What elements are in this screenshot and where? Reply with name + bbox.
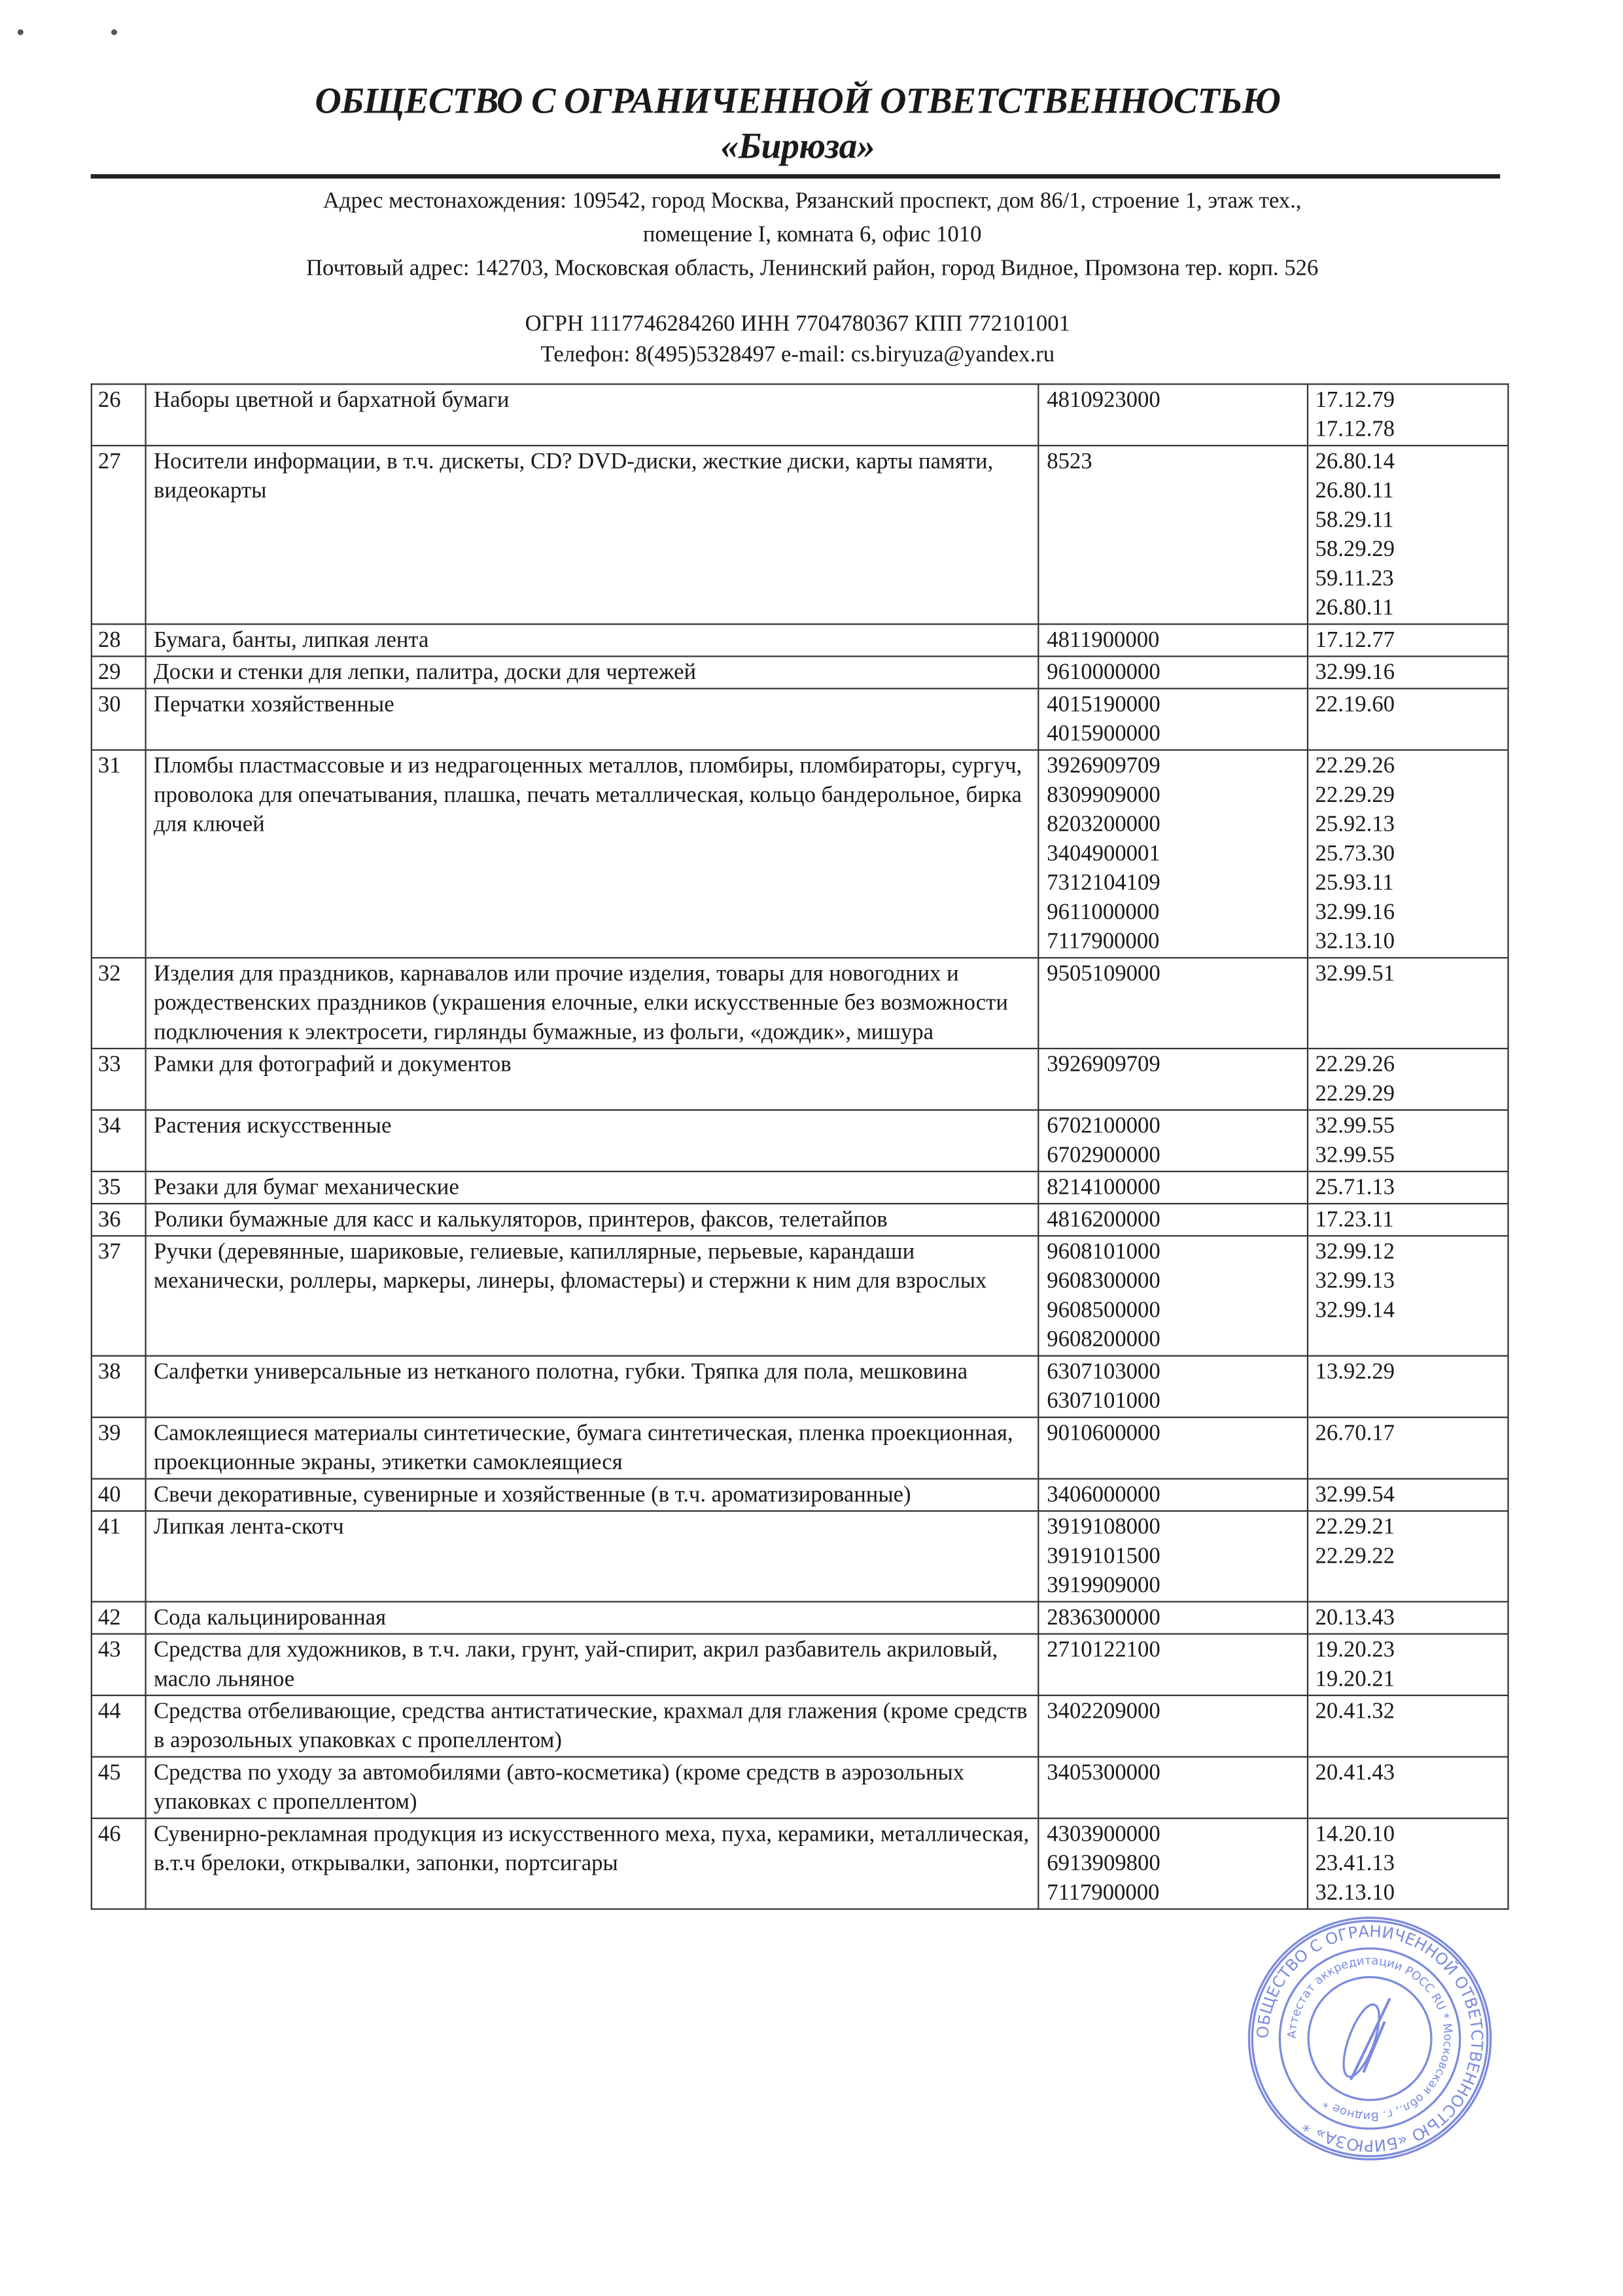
tn-ved-code: 4015190000 [1047, 692, 1161, 718]
table-row [92, 1818, 1509, 1909]
tn-ved-codes [1039, 1204, 1307, 1236]
tn-ved-code: 8214100000 [1047, 1175, 1161, 1200]
okpd2-code: 25.71.13 [1315, 1175, 1395, 1200]
tn-ved-code: 8203200000 [1047, 812, 1161, 837]
tn-ved-code: 4811900000 [1047, 627, 1160, 653]
tn-ved-code: 4303900000 [1047, 1822, 1161, 1847]
product-name: Бумага, банты, липкая лента [146, 624, 1039, 656]
table-row [92, 384, 1509, 445]
table-and-seal [91, 383, 1509, 2161]
okpd2-code: 22.29.21 [1315, 1514, 1395, 1540]
company-seal-stamp [1247, 1915, 1493, 2161]
product-name: Сода кальцинированная [146, 1602, 1039, 1634]
row-number: 41 [92, 1511, 146, 1602]
okpd2-code: 25.93.11 [1315, 871, 1394, 896]
tn-ved-code: 3919909000 [1047, 1573, 1161, 1599]
product-name: Пломбы пластмассовые и из недрагоценных металлов, пломбиры, пломбираторы, сургуч, проволока для опечатывания, плашка, печать металлическая, кольцо бандерольное, бирка для ключей [146, 750, 1039, 958]
table-row [92, 689, 1509, 750]
product-name: Салфетки универсальные из нетканого полотна, губки. Тряпка для пола, мешковина [146, 1356, 1039, 1418]
okpd2-codes [1307, 1634, 1508, 1696]
tn-ved-code: 9610000000 [1047, 659, 1161, 686]
tn-ved-code: 8523 [1047, 449, 1092, 474]
table-row [92, 1418, 1509, 1479]
registration-numbers: ОГРН 1117746284260 ИНН 7704780367 КПП 772101001 [525, 311, 1070, 337]
tn-ved-codes [1039, 1634, 1307, 1696]
tn-ved-code: 2710122100 [1047, 1637, 1161, 1663]
row-number: 29 [92, 656, 146, 688]
okpd2-code: 26.80.14 [1315, 449, 1395, 474]
tn-ved-code: 2836300000 [1047, 1605, 1161, 1631]
row-number: 45 [92, 1757, 146, 1818]
row-number: 42 [92, 1602, 146, 1634]
tn-ved-code: 3404900001 [1047, 841, 1161, 867]
okpd2-codes [1307, 656, 1508, 688]
table-row [92, 1356, 1509, 1418]
row-number: 38 [92, 1356, 146, 1418]
okpd2-codes [1307, 1049, 1508, 1110]
row-number: 43 [92, 1634, 146, 1696]
postal-address: Почтовый адрес: 142703, Московская область, Ленинский район, город Видное, Промзона тер. корп. 526 [305, 256, 1319, 281]
okpd2-code: 58.29.29 [1315, 537, 1395, 563]
okpd2-code: 22.29.22 [1315, 1544, 1395, 1569]
tn-ved-code: 9608500000 [1047, 1298, 1161, 1323]
row-number: 46 [92, 1818, 146, 1909]
row-number: 40 [92, 1479, 146, 1511]
header-divider [91, 174, 1500, 179]
okpd2-code: 17.23.11 [1315, 1207, 1394, 1232]
tn-ved-code: 7117900000 [1047, 1880, 1160, 1905]
okpd2-code: 23.41.13 [1315, 1851, 1395, 1877]
table-row [92, 1049, 1509, 1110]
tn-ved-code: 3926909709 [1047, 1052, 1161, 1077]
okpd2-code: 32.99.16 [1315, 899, 1395, 925]
tn-ved-codes [1039, 1757, 1307, 1818]
okpd2-code: 26.80.11 [1315, 478, 1394, 504]
product-name: Самоклеящиеся материалы синтетические, бумага синтетическая, пленка проекционная, проекционные экраны, этикетки самоклеящиеся [146, 1418, 1039, 1479]
row-number: 31 [92, 750, 146, 958]
tn-ved-code: 6702900000 [1047, 1143, 1161, 1168]
tn-ved-code: 9608300000 [1047, 1268, 1161, 1294]
product-name: Рамки для фотографий и документов [146, 1049, 1039, 1110]
product-name: Наборы цветной и бархатной бумаги [146, 384, 1039, 445]
row-number: 33 [92, 1049, 146, 1110]
okpd2-codes [1307, 1511, 1508, 1602]
okpd2-codes [1307, 1110, 1508, 1172]
row-number: 32 [92, 958, 146, 1049]
okpd2-code: 32.99.13 [1315, 1268, 1395, 1294]
okpd2-code: 32.99.14 [1315, 1298, 1395, 1323]
okpd2-code: 25.92.13 [1315, 812, 1395, 837]
okpd2-codes [1307, 1696, 1508, 1757]
okpd2-codes [1307, 445, 1508, 624]
tn-ved-code: 3406000000 [1047, 1482, 1161, 1508]
tn-ved-codes [1039, 1602, 1307, 1634]
row-number: 39 [92, 1418, 146, 1479]
table-row [92, 1634, 1509, 1696]
okpd2-code: 26.70.17 [1315, 1421, 1395, 1446]
okpd2-code: 14.20.10 [1315, 1822, 1395, 1847]
table-row [92, 624, 1509, 656]
okpd2-code: 19.20.23 [1315, 1637, 1395, 1663]
okpd2-code: 20.41.32 [1315, 1699, 1395, 1724]
row-number: 26 [92, 384, 146, 445]
table-row [92, 1757, 1509, 1818]
okpd2-code: 26.80.11 [1315, 595, 1394, 621]
row-number: 37 [92, 1236, 146, 1355]
scan-artifact [18, 29, 24, 35]
row-number: 27 [92, 445, 146, 624]
product-name: Ролики бумажные для касс и калькуляторов, принтеров, факсов, телетайпов [146, 1204, 1039, 1236]
okpd2-code: 22.19.60 [1315, 692, 1395, 718]
okpd2-codes [1307, 1236, 1508, 1355]
okpd2-code: 17.12.77 [1315, 627, 1395, 653]
legal-address-line1: Адрес местонахождения: 109542, город Москва, Рязанский проспект, дом 86/1, строение 1, этаж тех., [323, 188, 1302, 214]
scan-artifact [111, 29, 117, 35]
tn-ved-code: 9010600000 [1047, 1421, 1161, 1446]
product-name: Средства по уходу за автомобилями (авто-косметика) (кроме средств в аэрозольных упаковках с пропеллентом) [146, 1757, 1039, 1818]
tn-ved-codes [1039, 750, 1307, 958]
table-row [92, 1172, 1509, 1204]
tn-ved-code: 4810923000 [1047, 387, 1161, 413]
okpd2-code: 25.73.30 [1315, 841, 1395, 867]
okpd2-code: 19.20.21 [1315, 1667, 1395, 1692]
okpd2-code: 20.13.43 [1315, 1605, 1395, 1631]
products-table [91, 383, 1509, 1909]
product-name: Доски и стенки для лепки, палитра, доски для чертежей [146, 656, 1039, 688]
okpd2-codes [1307, 384, 1508, 445]
tn-ved-codes [1039, 384, 1307, 445]
tn-ved-codes [1039, 1110, 1307, 1172]
table-row [92, 1204, 1509, 1236]
okpd2-code: 32.99.16 [1315, 659, 1395, 686]
okpd2-code: 22.29.26 [1315, 754, 1395, 779]
tn-ved-code: 9611000000 [1047, 899, 1160, 925]
okpd2-code: 13.92.29 [1315, 1359, 1395, 1385]
table-row [92, 1511, 1509, 1602]
table-row [92, 1479, 1509, 1511]
okpd2-codes [1307, 1479, 1508, 1511]
okpd2-code: 17.12.78 [1315, 417, 1395, 442]
row-number: 30 [92, 689, 146, 750]
tn-ved-code: 3919101500 [1047, 1544, 1161, 1569]
product-name: Средства отбеливающие, средства антистатические, крахмал для глажения (кроме средств в аэрозольных упаковках с пропеллентом) [146, 1696, 1039, 1757]
tn-ved-code: 8309909000 [1047, 782, 1161, 808]
row-number: 34 [92, 1110, 146, 1172]
row-number: 36 [92, 1204, 146, 1236]
okpd2-code: 22.29.26 [1315, 1052, 1395, 1077]
okpd2-codes [1307, 958, 1508, 1049]
tn-ved-code: 6307101000 [1047, 1389, 1161, 1414]
okpd2-codes [1307, 1818, 1508, 1909]
okpd2-codes [1307, 1356, 1508, 1418]
okpd2-codes [1307, 689, 1508, 750]
tn-ved-codes [1039, 1236, 1307, 1355]
tn-ved-codes [1039, 689, 1307, 750]
tn-ved-code: 6702100000 [1047, 1113, 1161, 1139]
address-block [14, 184, 1610, 285]
seal-inner-text: Аттестат аккредитации РОСС RU * Московская обл., г. Видное * [1285, 1953, 1455, 2123]
seal-outer-text: ОБЩЕСТВО С ОГРАНИЧЕННОЙ ОТВЕТСТВЕННОСТЬЮ «БИРЮЗА» * [1253, 1921, 1487, 2156]
table-row [92, 1110, 1509, 1172]
okpd2-code: 32.13.10 [1315, 1880, 1395, 1905]
tn-ved-codes [1039, 1356, 1307, 1418]
requisites-block [0, 309, 1596, 370]
okpd2-codes [1307, 1602, 1508, 1634]
table-row [92, 1236, 1509, 1355]
tn-ved-code: 9505109000 [1047, 961, 1161, 986]
tn-ved-codes [1039, 1479, 1307, 1511]
tn-ved-code: 3402209000 [1047, 1699, 1161, 1724]
product-name: Перчатки хозяйственные [146, 689, 1039, 750]
product-name: Носители информации, в т.ч. дискеты, CD? DVD-диски, жесткие диски, карты памяти, видеокарты [146, 445, 1039, 624]
row-number: 28 [92, 624, 146, 656]
tn-ved-code: 4015900000 [1047, 721, 1161, 746]
tn-ved-code: 3926909709 [1047, 754, 1161, 779]
okpd2-code: 32.99.51 [1315, 961, 1395, 986]
product-name: Изделия для праздников, карнавалов или прочие изделия, товары для новогодних и рождественских праздников (украшения елочные, елки искусственные без возможности подключения к электросети, гирлянды бумажные, из фольги, «дождик», мишура [146, 958, 1039, 1049]
tn-ved-codes [1039, 1696, 1307, 1757]
company-name: «Бирюза» [720, 127, 875, 167]
table-row [92, 1602, 1509, 1634]
okpd2-code: 32.99.54 [1315, 1482, 1395, 1508]
tn-ved-codes [1039, 1818, 1307, 1909]
tn-ved-code: 4816200000 [1047, 1207, 1161, 1232]
okpd2-code: 32.99.12 [1315, 1239, 1395, 1264]
okpd2-code: 58.29.11 [1315, 508, 1394, 533]
tn-ved-codes [1039, 958, 1307, 1049]
contacts: Телефон: 8(495)5328497 e-mail: cs.biryuza@yandex.ru [540, 342, 1055, 368]
table-row [92, 750, 1509, 958]
tn-ved-code: 7117900000 [1047, 929, 1160, 954]
tn-ved-codes [1039, 1049, 1307, 1110]
tn-ved-code: 7312104109 [1047, 871, 1161, 896]
okpd2-code: 22.29.29 [1315, 782, 1395, 808]
okpd2-code: 32.99.55 [1315, 1113, 1395, 1139]
tn-ved-code: 6307103000 [1047, 1359, 1161, 1385]
tn-ved-codes [1039, 1511, 1307, 1602]
company-legal-form: ОБЩЕСТВО С ОГРАНИЧЕННОЙ ОТВЕТСТВЕННОСТЬЮ [315, 82, 1281, 122]
product-name: Липкая лента-скотч [146, 1511, 1039, 1602]
tn-ved-code: 6913909800 [1047, 1851, 1161, 1877]
tn-ved-codes [1039, 1418, 1307, 1479]
table-row [92, 958, 1509, 1049]
okpd2-codes [1307, 1418, 1508, 1479]
row-number: 44 [92, 1696, 146, 1757]
okpd2-codes [1307, 624, 1508, 656]
product-name: Ручки (деревянные, шариковые, гелиевые, капиллярные, перьевые, карандаши механически, роллеры, маркеры, линеры, фломастеры) и стержни к ним для взрослых [146, 1236, 1039, 1355]
okpd2-code: 17.12.79 [1315, 387, 1395, 413]
product-name: Средства для художников, в т.ч. лаки, грунт, уай-спирит, акрил разбавитель акриловый, масло льняное [146, 1634, 1039, 1696]
okpd2-code: 59.11.23 [1315, 566, 1394, 591]
tn-ved-codes [1039, 656, 1307, 688]
okpd2-code: 32.99.55 [1315, 1143, 1395, 1168]
okpd2-codes [1307, 750, 1508, 958]
tn-ved-code: 9608101000 [1047, 1239, 1161, 1264]
tn-ved-codes [1039, 624, 1307, 656]
tn-ved-code: 3919108000 [1047, 1514, 1161, 1540]
okpd2-codes [1307, 1204, 1508, 1236]
table-row [92, 445, 1509, 624]
okpd2-codes [1307, 1757, 1508, 1818]
okpd2-code: 20.41.43 [1315, 1760, 1395, 1786]
tn-ved-code: 3405300000 [1047, 1760, 1161, 1786]
legal-address-line2: помещение I, комната 6, офис 1010 [642, 222, 982, 248]
product-name: Растения искусственные [146, 1110, 1039, 1172]
okpd2-code: 32.13.10 [1315, 929, 1395, 954]
row-number: 35 [92, 1172, 146, 1204]
product-name: Резаки для бумаг механические [146, 1172, 1039, 1204]
okpd2-code: 22.29.29 [1315, 1081, 1395, 1107]
table-row [92, 1696, 1509, 1757]
okpd2-codes [1307, 1172, 1508, 1204]
tn-ved-codes [1039, 445, 1307, 624]
table-row [92, 656, 1509, 688]
tn-ved-codes [1039, 1172, 1307, 1204]
product-name: Сувенирно-рекламная продукция из искусственного меха, пуха, керамики, металлическая, в.т.ч брелоки, открывалки, запонки, портсигары [146, 1818, 1039, 1909]
product-name: Свечи декоративные, сувенирные и хозяйственные (в т.ч. ароматизированные) [146, 1479, 1039, 1511]
tn-ved-code: 9608200000 [1047, 1327, 1161, 1353]
